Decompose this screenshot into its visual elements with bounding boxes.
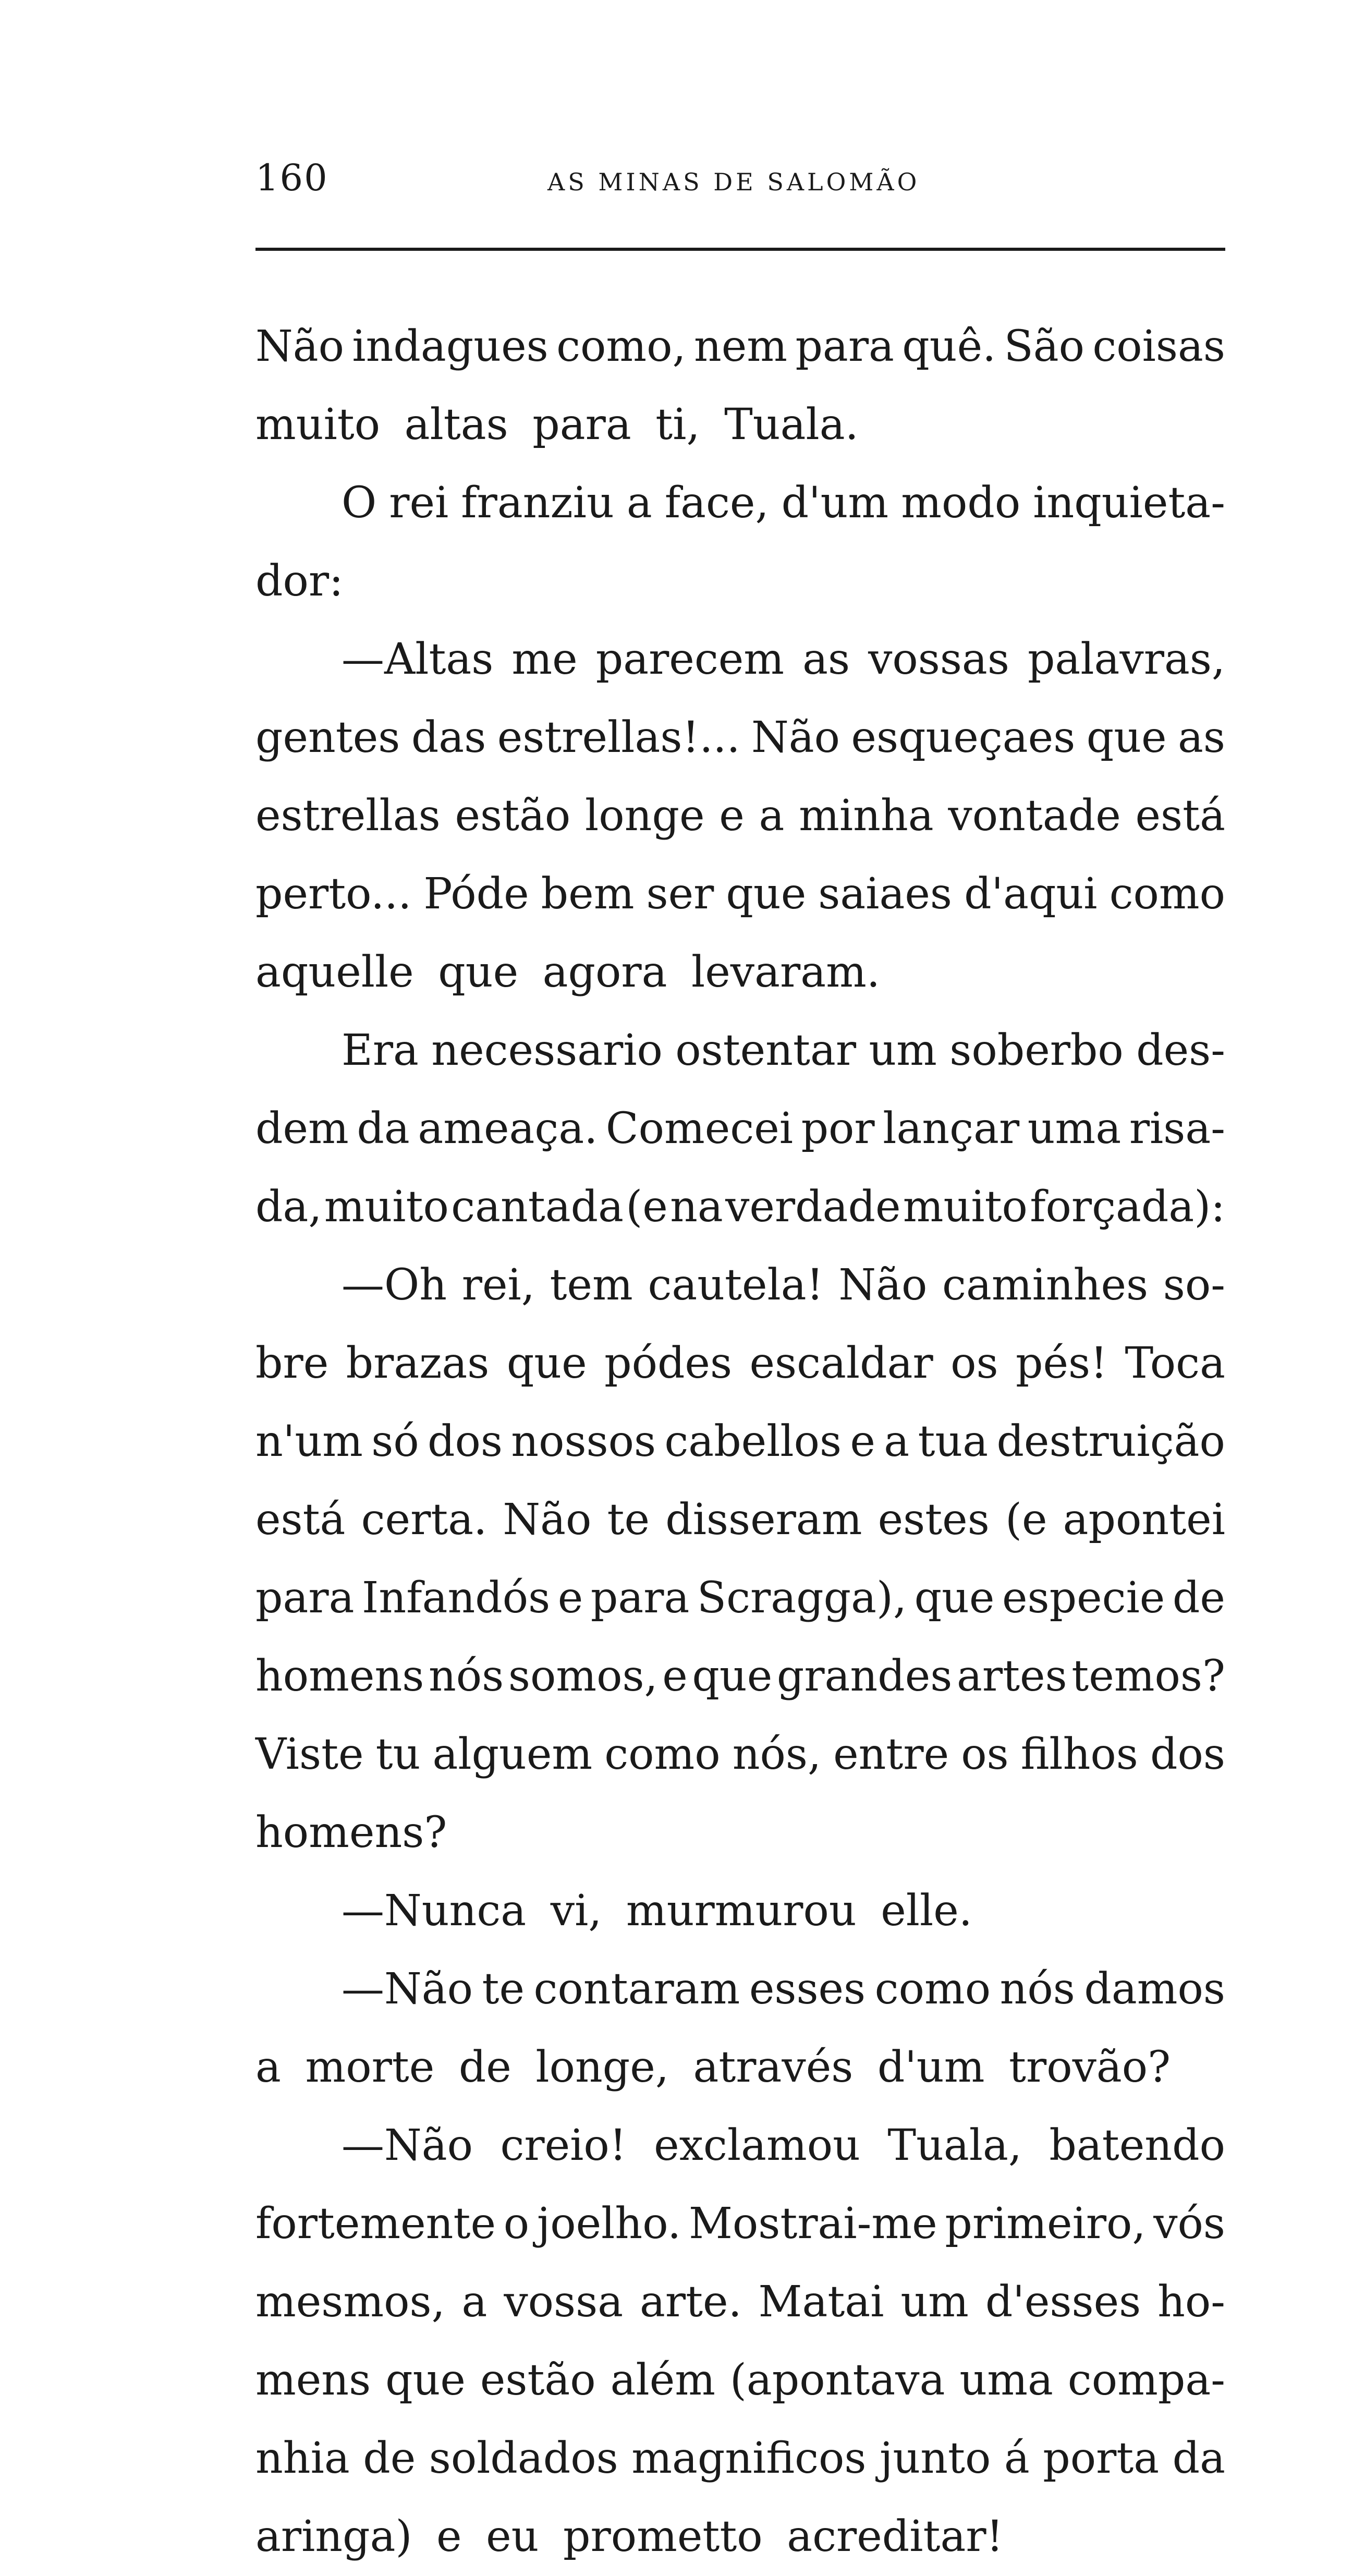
text-line: [255, 2263, 1225, 2341]
line-word: so-: [1163, 1260, 1225, 1310]
line-text: —Nunca vi, murmurou elle.: [342, 1886, 972, 1936]
line-word: os: [950, 1339, 998, 1388]
line-word: verdade: [725, 1182, 901, 1232]
line-word: cautela!: [648, 1260, 824, 1310]
line-word: damos: [1084, 1964, 1225, 2014]
line-word: a: [626, 478, 652, 528]
line-word: para: [255, 1573, 355, 1623]
line-word: de: [1172, 1573, 1225, 1623]
line-word: e: [850, 1417, 875, 1466]
line-word: batendo: [1049, 2121, 1225, 2170]
text-line: [255, 308, 1225, 386]
line-word: (apontava: [729, 2355, 945, 2405]
line-word: inquieta-: [1033, 478, 1225, 528]
line-word: —Não: [342, 1964, 473, 2014]
line-word: para: [590, 1573, 690, 1623]
line-word: bre: [255, 1339, 329, 1388]
line-word: quê.: [902, 322, 996, 371]
line-word: soldados: [429, 2434, 618, 2483]
line-word: os: [961, 1730, 1009, 1779]
line-text: aquelle que agora levaram.: [255, 947, 880, 997]
line-word: mens: [255, 2355, 371, 2405]
line-word: parecem: [595, 635, 785, 684]
line-word: d'um: [781, 478, 889, 528]
line-text: homens?: [255, 1808, 447, 1857]
line-word: escaldar: [749, 1339, 933, 1388]
line-word: nós: [1000, 1964, 1075, 2014]
line-word: soberbo: [949, 1026, 1124, 1075]
line-word: contaram: [533, 1964, 740, 2014]
line-word: como: [874, 1964, 991, 2014]
line-word: Não: [751, 713, 840, 762]
line-word: como,: [556, 322, 686, 371]
text-line: [255, 1325, 1225, 1403]
line-word: nossos: [511, 1417, 656, 1466]
line-word: o: [503, 2199, 530, 2249]
line-word: minha: [799, 791, 934, 841]
line-text: aringa) e eu prometto acreditar!: [255, 2512, 1004, 2561]
line-word: como: [1109, 869, 1225, 919]
line-word: compa-: [1067, 2355, 1225, 2405]
line-word: destruição: [996, 1417, 1225, 1466]
text-line: [255, 1012, 1225, 1090]
line-word: esses: [749, 1964, 866, 2014]
line-word: perto...: [255, 869, 412, 919]
line-word: (e: [1005, 1495, 1047, 1545]
line-word: cabellos: [664, 1417, 842, 1466]
line-word: necessario: [431, 1026, 663, 1075]
line-word: a: [461, 2277, 488, 2327]
line-word: artes: [956, 1651, 1067, 1701]
line-word: estrellas: [255, 791, 441, 841]
line-word: (e: [626, 1182, 668, 1232]
text-line: [255, 2341, 1225, 2420]
line-word: e: [557, 1573, 583, 1623]
line-word: modo: [901, 478, 1021, 528]
line-word: junto: [879, 2434, 991, 2483]
line-word: muito: [903, 1182, 1028, 1232]
line-word: face,: [664, 478, 769, 528]
text-line: [255, 1637, 1225, 1716]
line-word: Scragga),: [697, 1573, 907, 1623]
line-word: primeiro,: [945, 2199, 1146, 2249]
line-word: dos: [428, 1417, 503, 1466]
line-word: grandes: [776, 1651, 953, 1701]
line-word: certa.: [361, 1495, 488, 1545]
text-line: [255, 933, 1225, 1012]
line-word: te: [607, 1495, 650, 1545]
line-word: só: [371, 1417, 419, 1466]
line-word: vós: [1153, 2199, 1225, 2249]
line-word: ho-: [1157, 2277, 1225, 2327]
line-word: da: [357, 1104, 410, 1153]
line-word: forçada):: [1030, 1182, 1225, 1232]
line-word: saiaes: [818, 869, 952, 919]
line-word: está: [1135, 791, 1225, 841]
line-word: especie: [1002, 1573, 1165, 1623]
text-line: [255, 699, 1225, 777]
line-word: que: [1086, 713, 1167, 762]
line-word: como: [604, 1730, 721, 1779]
line-word: Infandós: [362, 1573, 551, 1623]
line-word: Não: [503, 1495, 592, 1545]
line-word: de: [363, 2434, 416, 2483]
line-word: que: [726, 869, 807, 919]
text-line: [255, 1246, 1225, 1325]
line-word: porta: [1043, 2434, 1160, 2483]
line-word: tua: [918, 1417, 989, 1466]
line-word: estrellas!...: [497, 713, 740, 762]
line-word: para: [795, 322, 894, 371]
page-header: [255, 156, 1225, 209]
text-line: [255, 855, 1225, 933]
line-word: Matai: [758, 2277, 884, 2327]
line-word: na: [670, 1182, 723, 1232]
line-word: um: [869, 1026, 937, 1075]
line-word: e: [662, 1651, 688, 1701]
text-line: [255, 1090, 1225, 1168]
line-word: Toca: [1125, 1339, 1225, 1388]
line-text: a morte de longe, através d'um trovão?: [255, 2043, 1171, 2092]
line-text: muito altas para ti, Tuala.: [255, 400, 859, 449]
line-word: n'um: [255, 1417, 363, 1466]
line-word: uma: [959, 2355, 1053, 2405]
line-word: franziu: [461, 478, 614, 528]
line-word: longe: [585, 791, 705, 841]
line-text: dor:: [255, 556, 344, 606]
text-line: [255, 2028, 1225, 2107]
line-word: rei: [389, 478, 449, 528]
line-word: cantada: [451, 1182, 624, 1232]
line-word: mesmos,: [255, 2277, 445, 2327]
text-line: [255, 1950, 1225, 2028]
text-line: [255, 1872, 1225, 1950]
line-word: Comecei: [605, 1104, 793, 1153]
line-word: creio!: [500, 2121, 627, 2170]
line-word: além: [610, 2355, 715, 2405]
line-word: estão: [455, 791, 571, 841]
line-word: pódes: [604, 1339, 733, 1388]
line-word: Não: [255, 322, 345, 371]
text-line: [255, 1168, 1225, 1246]
line-word: coisas: [1092, 322, 1225, 371]
text-line: [255, 2498, 1225, 2576]
text-line: [255, 621, 1225, 699]
line-word: —Altas: [342, 635, 494, 684]
line-word: e: [719, 791, 745, 841]
text-line: [255, 1794, 1225, 1872]
line-word: São: [1004, 322, 1084, 371]
line-word: arte.: [640, 2277, 742, 2327]
line-word: brazas: [346, 1339, 490, 1388]
line-word: vossas: [868, 635, 1009, 684]
line-word: gentes: [255, 713, 400, 762]
line-word: te: [482, 1964, 525, 2014]
line-word: das: [411, 713, 486, 762]
line-word: Póde: [423, 869, 529, 919]
running-title: AS MINAS DE SALOMÃO: [547, 168, 920, 196]
text-line: [255, 542, 1225, 621]
body-text: [255, 308, 1225, 2576]
line-word: tem: [550, 1260, 633, 1310]
line-word: risa-: [1129, 1104, 1225, 1153]
line-word: as: [1177, 713, 1225, 762]
line-word: alguem: [432, 1730, 593, 1779]
line-word: que: [385, 2355, 466, 2405]
line-word: muito: [324, 1182, 449, 1232]
line-word: Mostrai-me: [688, 2199, 937, 2249]
header-rule: [255, 248, 1225, 251]
line-word: está: [255, 1495, 346, 1545]
line-word: caminhes: [942, 1260, 1149, 1310]
line-word: somos,: [508, 1651, 658, 1701]
line-word: a: [884, 1417, 910, 1466]
line-word: ser: [646, 869, 714, 919]
line-word: Viste: [255, 1730, 364, 1779]
line-word: fortemente: [255, 2199, 496, 2249]
line-word: esqueçaes: [851, 713, 1076, 762]
line-word: d'esses: [985, 2277, 1141, 2327]
line-word: da: [1172, 2434, 1225, 2483]
text-line: [255, 1559, 1225, 1637]
line-word: —Oh: [342, 1260, 447, 1310]
line-word: por: [801, 1104, 875, 1153]
line-word: que: [692, 1651, 773, 1701]
line-word: disseram: [665, 1495, 862, 1545]
line-word: nhia: [255, 2434, 350, 2483]
line-word: entre: [833, 1730, 949, 1779]
line-word: temos?: [1071, 1651, 1225, 1701]
line-word: pés!: [1016, 1339, 1108, 1388]
line-word: ameaça.: [418, 1104, 598, 1153]
line-word: ostentar: [675, 1026, 857, 1075]
text-line: [255, 386, 1225, 464]
page-number: 160: [255, 156, 328, 199]
line-word: me: [511, 635, 578, 684]
line-word: dos: [1150, 1730, 1225, 1779]
line-word: tu: [375, 1730, 421, 1779]
line-word: nós: [428, 1651, 504, 1701]
line-word: que: [914, 1573, 995, 1623]
line-word: d'aqui: [964, 869, 1098, 919]
line-word: vossa: [504, 2277, 624, 2327]
line-word: vontade: [948, 791, 1121, 841]
text-line: [255, 2185, 1225, 2263]
text-line: [255, 2420, 1225, 2498]
line-word: dem: [255, 1104, 349, 1153]
line-word: nem: [693, 322, 788, 371]
text-line: [255, 464, 1225, 542]
line-word: a: [759, 791, 785, 841]
text-line: [255, 1481, 1225, 1559]
line-word: homens: [255, 1651, 424, 1701]
line-word: estão: [480, 2355, 596, 2405]
line-word: Tuala,: [887, 2121, 1022, 2170]
line-word: lançar: [883, 1104, 1020, 1153]
line-word: da,: [255, 1182, 322, 1232]
line-word: magnificos: [631, 2434, 867, 2483]
line-word: as: [802, 635, 850, 684]
line-word: rei,: [461, 1260, 535, 1310]
line-word: filhos: [1020, 1730, 1138, 1779]
text-line: [255, 2107, 1225, 2185]
line-word: joelho.: [537, 2199, 681, 2249]
line-word: estes: [878, 1495, 990, 1545]
line-word: nós,: [732, 1730, 822, 1779]
line-word: des-: [1136, 1026, 1225, 1075]
line-word: um: [900, 2277, 969, 2327]
line-word: que: [506, 1339, 587, 1388]
text-line: [255, 1403, 1225, 1481]
line-word: uma: [1027, 1104, 1122, 1153]
line-word: O: [342, 478, 377, 528]
text-line: [255, 777, 1225, 855]
line-word: Era: [342, 1026, 419, 1075]
line-word: Não: [838, 1260, 928, 1310]
text-line: [255, 1716, 1225, 1794]
line-word: exclamou: [654, 2121, 860, 2170]
line-word: indagues: [352, 322, 549, 371]
line-word: apontei: [1063, 1495, 1225, 1545]
line-word: palavras,: [1027, 635, 1225, 684]
line-word: —Não: [342, 2121, 473, 2170]
line-word: bem: [541, 869, 635, 919]
line-word: á: [1004, 2434, 1030, 2483]
